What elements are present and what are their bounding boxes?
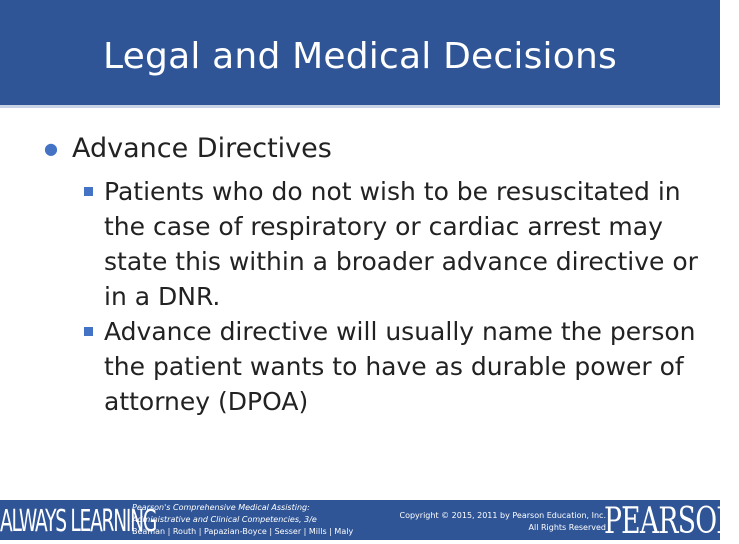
sub-bullet-1 [84, 174, 704, 314]
sub-bullet-text: Advance directive will usually name the person the patient wants to have as durable power of attorney (DPOA) [104, 317, 696, 416]
copyright-line1: Copyright © 2015, 2011 by Pearson Education, Inc. [399, 511, 606, 520]
book-citation [132, 502, 353, 538]
book-title-line2: Administrative and Clinical Competencies, 3/e [132, 515, 317, 524]
round-bullet-icon: ● [44, 139, 58, 158]
book-authors: Beaman | Routh | Papazian-Boyce | Sesser | Mills | Maly [132, 527, 354, 536]
square-bullet-icon [84, 327, 93, 336]
always-learning-logo: ALWAYS LEARNING [0, 504, 157, 539]
slide-title: Legal and Medical Decisions [103, 36, 617, 77]
pearson-logo: PEARSON [604, 501, 739, 542]
book-title-line1: Pearson's Comprehensive Medical Assisting: [132, 503, 310, 512]
square-bullet-icon [84, 187, 93, 196]
sub-bullet-2 [84, 314, 704, 419]
copyright-notice [362, 510, 606, 534]
bullet-text: Advance Directives [72, 133, 332, 164]
sub-bullet-text: Patients who do not wish to be resuscitated in the case of respiratory or cardiac arrest may state this within a broader advance directive or in a DNR. [104, 177, 698, 311]
copyright-line2: All Rights Reserved [528, 523, 606, 532]
